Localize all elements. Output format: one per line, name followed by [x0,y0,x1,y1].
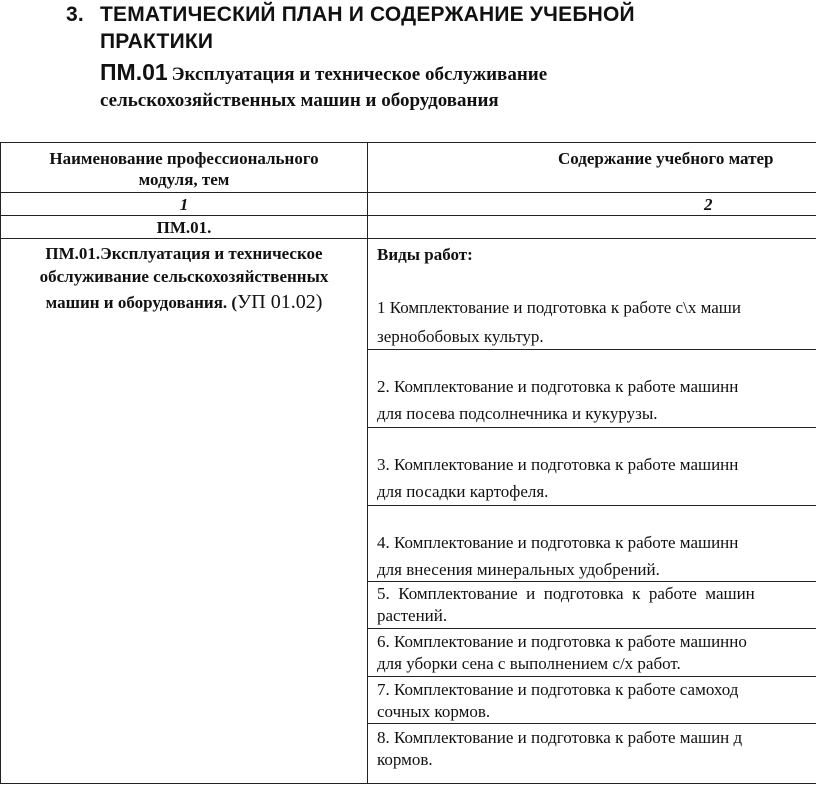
section-title-line3-text: машин и оборудования. ( [45,293,238,312]
work-item-1-line1: 1 Комплектование и подготовка к работе с\х маши [377,298,741,317]
work-item-8-line2: кормов. [377,750,433,769]
work-item-3-line1: 3. Комплектование и подготовка к работе машинн [377,455,739,474]
work-item-4-line1: 4. Комплектование и подготовка к работе машинн [377,533,739,552]
table-column-divider [367,142,368,784]
table-rule [367,628,816,629]
table-rule [367,427,816,428]
module-row-label: ПМ.01. [156,218,212,237]
work-item-4-line2: для внесения минеральных удобрений. [377,560,660,579]
work-item-6-line2: для уборки сена с выполнением с/х работ. [377,654,681,673]
works-label: Виды работ: [377,245,473,264]
col1-header-line1: Наименование профессионального [49,149,319,168]
section-title-line1: ПМ.01.Эксплуатация и техническое [45,244,323,263]
module-name-line2: сельскохозяйственных машин и оборудования [100,90,499,111]
work-item-5-line2: растений. [377,606,448,625]
module-code: ПМ.01 [100,59,168,85]
section-title-line2: обслуживание сельскохозяйственных [39,267,329,286]
col2-number: 2 [704,195,713,214]
table-border-bottom [0,783,816,784]
table-rule [367,676,816,677]
table-rule [367,349,816,350]
work-item-7-line2: сочных кормов. [377,702,491,721]
section-practice-code: УП 01.02) [237,291,323,313]
table-rule [367,581,816,582]
table-rule [0,192,816,193]
work-item-1-line2: зернобобовых культур. [377,327,544,346]
section-number: 3. [66,3,84,26]
table-rule [367,505,816,506]
col1-number: 1 [179,195,189,214]
table-rule [0,238,816,239]
table-rule [367,723,816,724]
work-item-8-line1: 8. Комплектование и подготовка к работе машин д [377,728,743,747]
work-item-2-line1: 2. Комплектование и подготовка к работе машинн [377,377,739,396]
page-title-line1: ТЕМАТИЧЕСКИЙ ПЛАН И СОДЕРЖАНИЕ УЧЕБНОЙ [100,3,635,26]
work-item-3-line2: для посадки картофеля. [377,482,549,501]
table-border-top [0,142,816,143]
work-item-2-line2: для посева подсолнечника и кукурузы. [377,404,658,423]
work-item-7-line1: 7. Комплектование и подготовка к работе самоход [377,680,739,699]
section-title-line3 [1,292,367,313]
col1-header-line2: модуля, тем [138,170,230,189]
table-border-left [0,142,1,784]
module-title [100,59,547,86]
table-rule [0,215,816,216]
work-item-6-line1: 6. Комплектование и подготовка к работе машинно [377,632,747,651]
page-title-line2: ПРАКТИКИ [100,30,214,53]
module-name-line1: Эксплуатация и техническое обслуживание [171,64,548,85]
col2-header: Содержание учебного матер [558,149,774,168]
work-item-5-line1: 5. Комплектование и подготовка к работе машин [377,584,755,603]
